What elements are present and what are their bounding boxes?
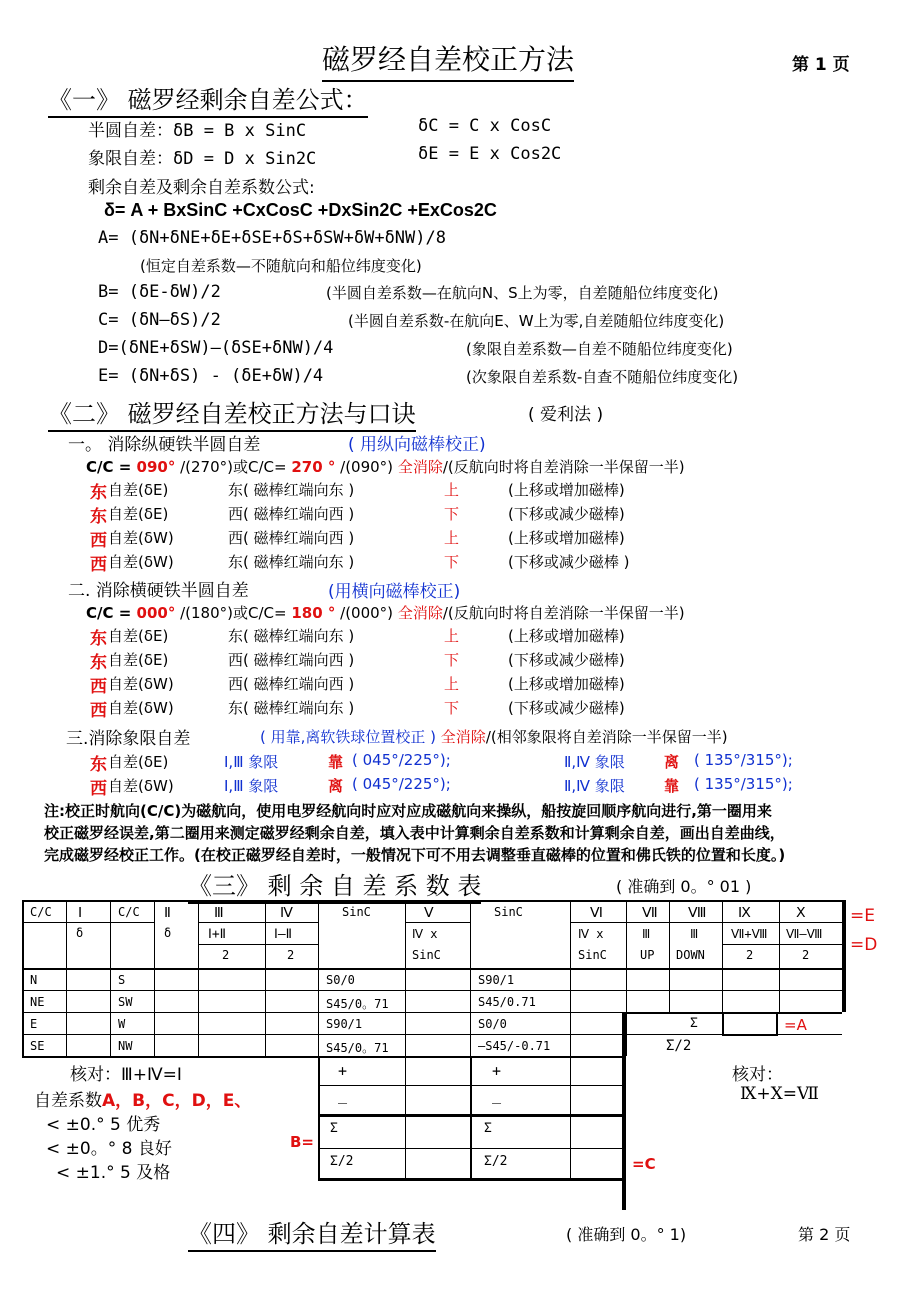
- table-column-line: [779, 900, 780, 1012]
- move-note: (上移或增加磁棒): [508, 627, 625, 645]
- cc-label: C/C =: [86, 458, 137, 476]
- table-column-line: [110, 900, 111, 1056]
- row-sin: S45/0.71: [478, 995, 536, 1009]
- grade-excellent: < ±0.° 5 优秀: [46, 1115, 161, 1135]
- sigma-half-label: Σ/2: [484, 1154, 508, 1169]
- deviation-label: 自差(δE): [108, 753, 169, 771]
- cc-opposite-2: /(000°): [335, 604, 394, 622]
- table-border: [22, 900, 842, 902]
- sphere-move: 靠: [328, 753, 344, 771]
- result-b: B=: [290, 1133, 315, 1151]
- sigma-box: [722, 1034, 778, 1036]
- move-note: (上移或增加磁棒): [508, 529, 625, 547]
- method-label: ( 爱利法 ): [528, 405, 604, 425]
- section-1-heading-text: 《一》 磁罗经剩余自差公式：: [48, 86, 368, 118]
- row-sin: S45/0。71: [326, 997, 389, 1011]
- move-direction: 下: [444, 553, 460, 571]
- table-header-subline: [570, 922, 722, 923]
- cc-opposite: /(270°)或C/C=: [175, 458, 292, 476]
- header-col-vi: Ⅵ: [590, 905, 603, 921]
- formula-e: δE = E x Cos2C: [418, 144, 562, 164]
- header-formula: Ⅳ x: [578, 927, 604, 941]
- coef-d-note: (象限自差系数—自差不随船位纬度变化): [466, 340, 733, 358]
- minus-label: _: [492, 1086, 502, 1104]
- header-sinc: SinC: [494, 905, 523, 919]
- grade-good: < ±0。° 8 良好: [46, 1139, 172, 1159]
- move-direction: 下: [444, 651, 460, 669]
- direction-label: 西: [90, 555, 107, 575]
- section-4-heading: [188, 1214, 436, 1249]
- note-line-2: 校正磁罗经误差,第二圈用来测定磁罗经剩余自差，填入表中计算剩余自差系数和计算剩余自差，画出自差曲线，: [44, 824, 785, 842]
- header-cc: C/C: [30, 905, 52, 919]
- cc-value: 090°: [136, 458, 176, 476]
- table-column-line: [722, 900, 723, 1012]
- table-border-thick: [318, 1178, 626, 1181]
- move-note: (下移或减少磁棒 ): [508, 553, 630, 571]
- table-row-divider: [22, 1034, 842, 1035]
- table-row-divider: [318, 1148, 626, 1149]
- direction-label: 西: [90, 677, 107, 697]
- table-border: [626, 1012, 842, 1014]
- heading-pair: ( 045°/225°);: [352, 751, 451, 769]
- header-sinc: SinC: [342, 905, 371, 919]
- table-column-line: [22, 900, 24, 1056]
- section-3-heading: [188, 866, 481, 901]
- coef-b-eq: B= (δE-δW)/2: [98, 282, 221, 302]
- header-col-viii: Ⅷ: [688, 905, 707, 921]
- coef-a-eq: A= (δN+δNE+δE+δSE+δS+δSW+δW+δNW)/8: [98, 228, 446, 248]
- row-heading: SW: [118, 995, 133, 1009]
- move-direction: 下: [444, 699, 460, 717]
- table-accuracy: ( 准确到 0。° 01 ): [616, 877, 752, 896]
- table-column-line: [570, 900, 571, 1056]
- part-3-note: /(相邻象限将自差消除一半保留一半): [485, 728, 728, 746]
- coef-grade-label: [34, 1086, 251, 1111]
- header-formula: Ⅳ x: [412, 927, 438, 941]
- full-eliminate: 全消除: [440, 728, 486, 746]
- deviation-label: 自差(δW): [108, 777, 174, 795]
- direction-label: 东: [90, 483, 107, 503]
- direction-label: 东: [90, 755, 107, 775]
- row-heading: W: [118, 1017, 126, 1031]
- section-3-heading-text: 《三》 剩 余 自 差 系 数 表: [188, 872, 481, 904]
- table-border-thick: [318, 1114, 626, 1117]
- deviation-label: 自差(δW): [108, 553, 174, 571]
- coef-c-eq: C= (δN—δS)/2: [98, 310, 221, 330]
- direction-label: 东: [90, 629, 107, 649]
- table-header-subline: [722, 944, 842, 945]
- part-3-tool: ( 用靠,离软铁球位置校正 ): [260, 728, 437, 746]
- move-direction: 上: [444, 627, 460, 645]
- deviation-label: 自差(δE): [108, 505, 169, 523]
- main-formula: δ= A + BxSinC +CxCosC +DxSin2C +ExCos2C: [104, 200, 497, 220]
- quadrant-label: Ⅰ,Ⅲ 象限: [224, 753, 279, 771]
- coef-list: A，B，C，D，E、: [102, 1091, 252, 1111]
- part-1-tool: ( 用纵向磁棒校正): [348, 435, 486, 455]
- table-border-thick: [842, 900, 846, 1012]
- cc-opposite-2: /(090°): [335, 458, 394, 476]
- header-col-iv: Ⅳ: [280, 905, 293, 921]
- plus-label: +: [338, 1062, 348, 1080]
- sigma-box: [776, 1012, 778, 1034]
- header-cc: C/C: [118, 905, 140, 919]
- deviation-label: 自差(δW): [108, 675, 174, 693]
- table-row-divider: [318, 1085, 626, 1086]
- cc-note: /(反航向时将自差消除一半保留一半): [442, 458, 685, 476]
- heading-pair: ( 045°/225°);: [352, 775, 451, 793]
- row-heading: NW: [118, 1039, 133, 1053]
- table-header-subline: [722, 922, 842, 923]
- header-formula: UP: [640, 948, 655, 962]
- part-2-cc: [86, 602, 685, 623]
- deviation-label: 自差(δE): [108, 651, 169, 669]
- row-sin: —S45/-0.71: [478, 1039, 551, 1053]
- part-3-title: 三.消除象限自差: [66, 729, 191, 749]
- quadrant-label: Ⅱ,Ⅳ 象限: [564, 777, 625, 795]
- page-number-2: 第 2 页: [798, 1225, 851, 1244]
- heading-pair: ( 135°/315°);: [694, 775, 793, 793]
- check-label-2: 核对：: [732, 1065, 783, 1085]
- deviation-label: 自差(δW): [108, 699, 174, 717]
- table-header-subline: [198, 922, 318, 923]
- magnet-direction: 西( 磁棒红端向西 ): [228, 529, 355, 547]
- coef-a-note: (恒定自差系数—不随航向和船位纬度变化): [140, 257, 422, 275]
- move-note: (上移或增加磁棒): [508, 675, 625, 693]
- direction-label: 西: [90, 701, 107, 721]
- coef-d-eq: D=(δNE+δSW)—(δSE+δNW)/4: [98, 338, 334, 358]
- part-3-tool-line: [260, 726, 728, 747]
- table-column-line: [318, 900, 319, 1056]
- deviation-label: 自差(δE): [108, 627, 169, 645]
- header-divisor: 2: [802, 948, 810, 962]
- row-heading: SE: [30, 1039, 45, 1053]
- table-column-line: [626, 900, 627, 1056]
- sigma-half-label: Σ/2: [330, 1154, 354, 1169]
- move-direction: 上: [444, 675, 460, 693]
- header-delta: δ: [164, 926, 172, 940]
- header-divisor: 2: [222, 948, 230, 962]
- result-a: =A: [784, 1016, 807, 1034]
- move-direction: 上: [444, 481, 460, 499]
- plus-label: +: [492, 1062, 502, 1080]
- magnet-direction: 东( 磁棒红端向东 ): [228, 627, 355, 645]
- header-formula: Ⅲ: [690, 927, 699, 941]
- section-2-heading: [48, 394, 416, 429]
- direction-label: 东: [90, 653, 107, 673]
- result-d: =D: [850, 935, 878, 955]
- section-2-heading-text: 《二》 磁罗经自差校正方法与口诀: [48, 400, 416, 432]
- cc-value-2: 270 °: [291, 458, 336, 476]
- sphere-move: 离: [328, 777, 344, 795]
- header-delta: δ: [76, 926, 84, 940]
- table-column-line: [470, 900, 471, 1056]
- table-column-line: [669, 900, 670, 1012]
- direction-label: 西: [90, 531, 107, 551]
- direction-label: 西: [90, 779, 107, 799]
- row-sin: S45/0。71: [326, 1041, 389, 1055]
- deviation-label: 自差(δW): [108, 529, 174, 547]
- check-formula-2: Ⅸ+Ⅹ=Ⅶ: [740, 1084, 819, 1104]
- calc-accuracy: ( 准确到 0。° 1): [566, 1225, 687, 1244]
- row-sin: S0/0: [326, 973, 355, 987]
- header-formula: Ⅶ—Ⅷ: [786, 927, 823, 941]
- part-2-title: 二. 消除横硬铁半圆自差: [68, 581, 249, 601]
- move-direction: 下: [444, 505, 460, 523]
- row-heading: E: [30, 1017, 38, 1031]
- cc-value: 000°: [136, 604, 176, 622]
- table-header-subline: [66, 922, 154, 923]
- sigma-label: Σ: [484, 1121, 492, 1136]
- coef-label: 自差系数: [34, 1091, 102, 1111]
- note-line-3: 完成磁罗经校正工作。(在校正磁罗经自差时，一般情况下可不用去调整垂直磁棒的位置和佛氏铁的位置和长度。): [44, 846, 786, 864]
- table-column-line: [154, 900, 155, 1056]
- table-column-line: [198, 900, 199, 1056]
- part-1-cc: [86, 456, 685, 477]
- move-note: (下移或减少磁棒): [508, 699, 625, 717]
- coef-e-note: (次象限自差系数-自查不随船位纬度变化): [466, 368, 739, 386]
- residual-label: 剩余自差及剩余自差系数公式:: [88, 178, 315, 198]
- formula-b: 半圆自差：δB = B x SinC: [88, 121, 307, 141]
- table-header-subline: [198, 944, 318, 945]
- table-column-line: [265, 900, 266, 1056]
- sphere-move: 离: [664, 753, 680, 771]
- formula-c: δC = C x CosC: [418, 116, 552, 136]
- quadrant-label: Ⅱ,Ⅳ 象限: [564, 753, 625, 771]
- table-row-divider: [22, 990, 842, 991]
- sigma-box: [722, 1012, 724, 1034]
- table-column-line: [66, 900, 67, 1056]
- row-sin: S90/1: [326, 1017, 363, 1031]
- page-title: 磁罗经自差校正方法: [322, 38, 574, 82]
- formula-d: 象限自差：δD = D x Sin2C: [88, 149, 317, 169]
- header-divisor: 2: [287, 948, 295, 962]
- header-col-ii: Ⅱ: [164, 905, 171, 921]
- header-col-i: Ⅰ: [78, 905, 83, 921]
- header-col-vii: Ⅶ: [642, 905, 658, 921]
- magnet-direction: 西( 磁棒红端向西 ): [228, 505, 355, 523]
- magnet-direction: 东( 磁棒红端向东 ): [228, 481, 355, 499]
- header-divisor: 2: [746, 948, 754, 962]
- sigma-label: Σ: [690, 1016, 698, 1031]
- section-4-heading-text: 《四》 剩余自差计算表: [188, 1220, 436, 1252]
- header-col-v: Ⅴ: [424, 905, 434, 921]
- magnet-direction: 东( 磁棒红端向东 ): [228, 699, 355, 717]
- row-heading: S: [118, 973, 126, 987]
- cc-value-2: 180 °: [291, 604, 336, 622]
- note-line-1: 注:校正时航向(C/C)为磁航向，使用电罗经航向时应对应成磁航向来操纵，船按旋回顺序航向进行,第一圈用来: [44, 802, 772, 820]
- move-note: (上移或增加磁棒): [508, 481, 625, 499]
- table-column-line: [470, 1056, 472, 1180]
- header-formula: DOWN: [676, 948, 705, 962]
- magnet-direction: 东( 磁棒红端向东 ): [228, 553, 355, 571]
- page-number: 第 1 页: [792, 55, 850, 75]
- magnet-direction: 西( 磁棒红端向西 ): [228, 651, 355, 669]
- part-2-tool: (用横向磁棒校正): [328, 582, 461, 602]
- magnet-direction: 西( 磁棒红端向西 ): [228, 675, 355, 693]
- result-c: =C: [632, 1155, 656, 1173]
- table-column-line: [405, 1056, 406, 1180]
- header-col-ix: Ⅸ: [738, 905, 751, 921]
- header-formula: SinC: [578, 948, 607, 962]
- header-col-x: Ⅹ: [796, 905, 806, 921]
- section-1-heading: [48, 80, 368, 115]
- full-eliminate: 全消除: [397, 604, 443, 622]
- move-note: (下移或减少磁棒): [508, 505, 625, 523]
- row-heading: NE: [30, 995, 45, 1009]
- sphere-move: 靠: [664, 777, 680, 795]
- cc-opposite: /(180°)或C/C=: [175, 604, 292, 622]
- header-formula: Ⅲ: [642, 927, 651, 941]
- full-eliminate: 全消除: [397, 458, 443, 476]
- move-direction: 上: [444, 529, 460, 547]
- grade-pass: < ±1.° 5 及格: [56, 1163, 171, 1183]
- row-sin: S0/0: [478, 1017, 507, 1031]
- coef-e-eq: E= (δN+δS) - (δE+δW)/4: [98, 366, 324, 386]
- header-col-iii: Ⅲ: [214, 905, 224, 921]
- header-formula: Ⅰ—Ⅱ: [274, 927, 293, 942]
- cc-note: /(反航向时将自差消除一半保留一半): [442, 604, 685, 622]
- table-border-thick: [318, 1056, 320, 1180]
- minus-label: _: [338, 1086, 348, 1104]
- table-header-subline: [405, 922, 470, 923]
- result-e: =E: [850, 906, 875, 926]
- heading-pair: ( 135°/315°);: [694, 751, 793, 769]
- header-formula: Ⅶ+Ⅷ: [731, 927, 768, 941]
- cc-label: C/C =: [86, 604, 137, 622]
- check-formula-1: 核对：Ⅲ+Ⅳ=Ⅰ: [70, 1065, 182, 1085]
- table-border: [22, 1056, 626, 1058]
- direction-label: 东: [90, 507, 107, 527]
- sigma-half-label: Σ/2: [666, 1038, 692, 1054]
- coef-b-note: (半圆自差系数—在航向N、S上为零，自差随船位纬度变化): [326, 284, 719, 302]
- table-header-divider: [22, 968, 842, 970]
- deviation-label: 自差(δE): [108, 481, 169, 499]
- coef-c-note: (半圆自差系数-在航向E、W上为零,自差随船位纬度变化): [348, 312, 725, 330]
- quadrant-label: Ⅰ,Ⅲ 象限: [224, 777, 279, 795]
- row-sin: S90/1: [478, 973, 515, 987]
- table-column-line: [570, 1056, 571, 1180]
- part-1-title: 一。 消除纵硬铁半圆自差: [68, 435, 261, 455]
- row-heading: N: [30, 973, 38, 987]
- header-formula: SinC: [412, 948, 441, 962]
- table-column-line: [405, 900, 406, 1056]
- move-note: (下移或减少磁棒): [508, 651, 625, 669]
- header-formula: Ⅰ+Ⅱ: [208, 927, 227, 942]
- sigma-label: Σ: [330, 1121, 338, 1136]
